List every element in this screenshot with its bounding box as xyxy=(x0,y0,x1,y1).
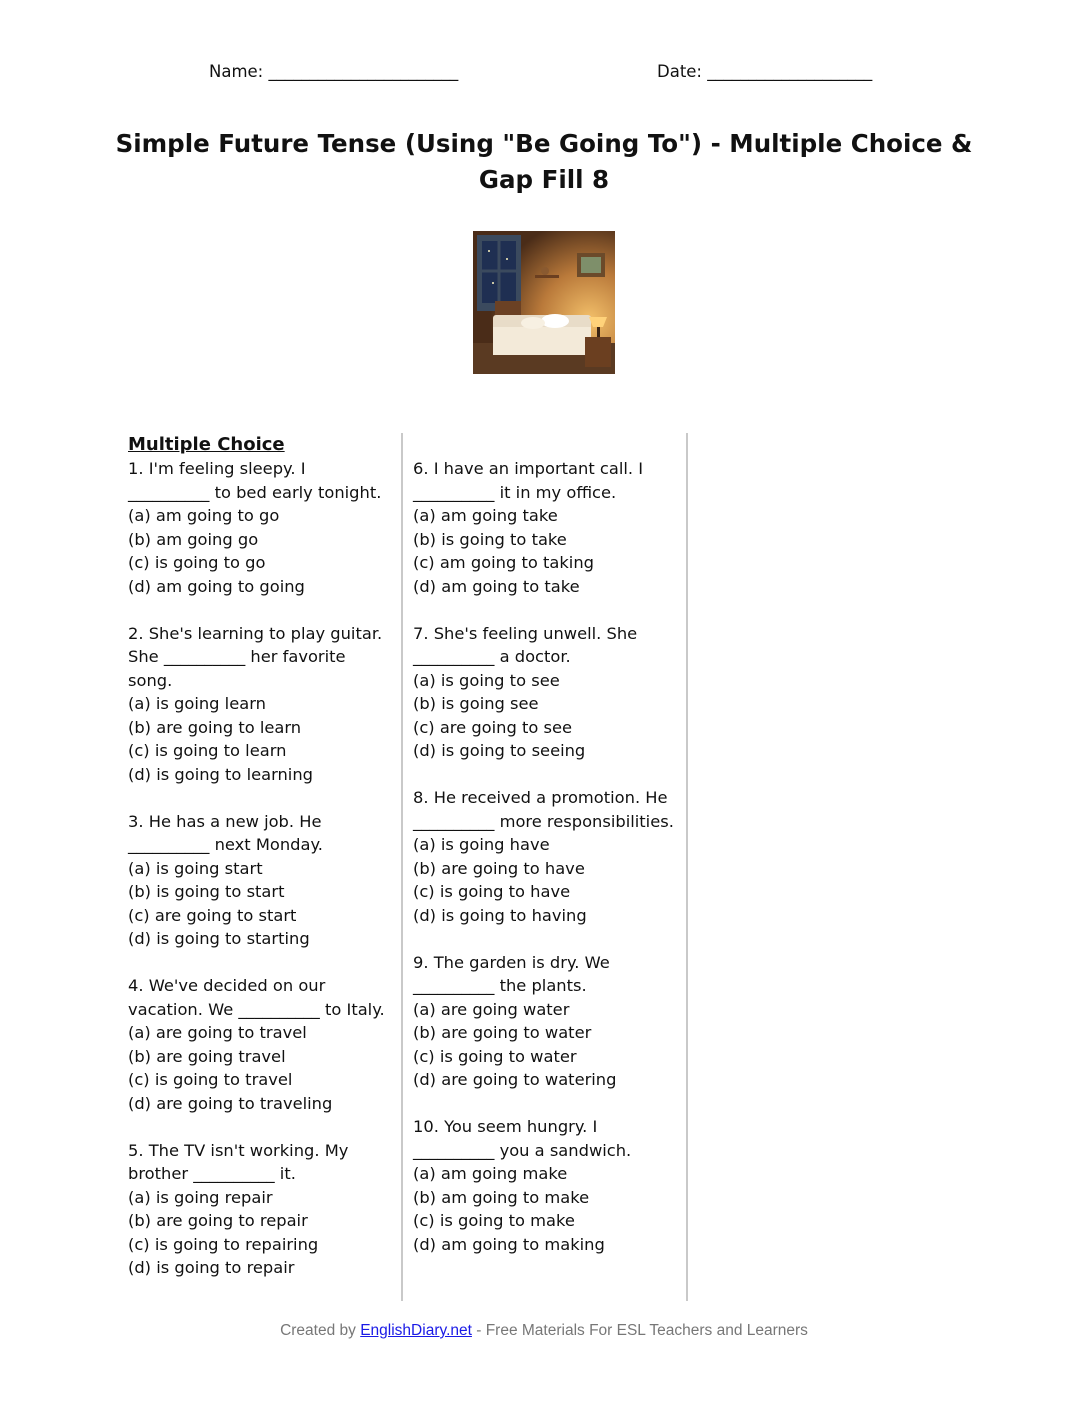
question-block xyxy=(413,786,675,927)
question-block xyxy=(128,457,390,598)
question-prompt: 1. I'm feeling sleepy. I __________ to bed early tonight. xyxy=(128,459,382,502)
answer-option: (b) is going see xyxy=(413,694,539,713)
question-block xyxy=(413,622,675,763)
answer-option: (c) is going to learn xyxy=(128,741,287,760)
answer-option: (b) are going to repair xyxy=(128,1211,308,1230)
name-field-line: Name: _______________________ xyxy=(209,62,459,81)
answer-option: (a) is going start xyxy=(128,858,263,878)
answer-option: (c) am going to taking xyxy=(413,553,594,572)
answer-option: (b) am going to make xyxy=(413,1187,590,1207)
answer-option: (c) is going to have xyxy=(413,882,571,901)
answer-option: (d) is going to repair xyxy=(128,1258,295,1277)
answer-option: (a) am going to go xyxy=(128,506,280,525)
column-divider xyxy=(401,433,403,1301)
question-prompt: 8. He received a promotion. He __________ more responsibilities. xyxy=(413,788,674,831)
answer-option: (a) is going learn xyxy=(128,694,266,713)
answer-option: (b) are going to learn xyxy=(128,717,302,737)
answer-option: (a) is going repair xyxy=(128,1187,273,1207)
answer-option: (a) am going make xyxy=(413,1164,568,1183)
answer-option: (a) are going water xyxy=(413,999,570,1019)
answer-option: (b) am going go xyxy=(128,529,259,549)
answer-option: (d) are going to watering xyxy=(413,1070,617,1089)
column-divider xyxy=(686,433,688,1301)
footer-suffix: - Free Materials For ESL Teachers and Learners xyxy=(471,1322,808,1339)
answer-option: (b) are going to water xyxy=(413,1023,592,1042)
question-prompt: 5. The TV isn't working. My brother __________ it. xyxy=(128,1140,349,1183)
question-prompt: 4. We've decided on our vacation. We __________ to Italy. xyxy=(128,976,385,1019)
bedroom-illustration xyxy=(473,231,615,374)
questions-column-left xyxy=(128,433,390,1301)
answer-option: (d) is going to seeing xyxy=(413,741,586,760)
question-prompt: 3. He has a new job. He __________ next Monday. xyxy=(128,811,323,854)
answer-option: (d) am going to making xyxy=(413,1234,605,1254)
answer-option: (d) is going to learning xyxy=(128,764,313,784)
answer-option: (d) is going to starting xyxy=(128,929,310,948)
question-block xyxy=(413,951,675,1092)
worksheet-title: Simple Future Tense (Using "Be Going To") - Multiple Choice & Gap Fill 8 xyxy=(115,129,973,194)
question-block xyxy=(128,810,390,951)
answer-option: (a) is going have xyxy=(413,835,550,854)
answer-option: (d) am going to take xyxy=(413,576,580,596)
answer-option: (b) is going to take xyxy=(413,529,567,549)
englishdiary-link[interactable]: EnglishDiary.net xyxy=(360,1322,472,1339)
answer-option: (a) are going to travel xyxy=(128,1023,307,1042)
answer-option: (c) is going to make xyxy=(413,1211,575,1230)
question-block xyxy=(413,1115,675,1256)
question-prompt: 7. She's feeling unwell. She __________ a doctor. xyxy=(413,623,638,666)
question-prompt: 10. You seem hungry. I __________ you a sandwich. xyxy=(413,1117,632,1160)
answer-option: (c) are going to start xyxy=(128,905,297,925)
answer-option: (a) is going to see xyxy=(413,670,560,690)
question-block xyxy=(413,457,675,598)
answer-option: (d) am going to going xyxy=(128,576,305,596)
answer-option: (b) is going to start xyxy=(128,882,285,901)
answer-option: (c) is going to travel xyxy=(128,1070,293,1089)
question-prompt: 6. I have an important call. I __________ it in my office. xyxy=(413,459,644,502)
section-heading: Multiple Choice xyxy=(128,434,285,455)
question-block xyxy=(128,1139,390,1280)
answer-option: (d) are going to traveling xyxy=(128,1093,333,1113)
answer-option: (a) am going take xyxy=(413,506,558,525)
question-prompt: 2. She's learning to play guitar. She __________ her favorite song. xyxy=(128,623,383,690)
answer-option: (c) is going to go xyxy=(128,553,266,572)
footer-credit xyxy=(0,1322,1088,1340)
footer-prefix: Created by xyxy=(280,1322,361,1339)
questions-column-right xyxy=(413,433,675,1301)
answer-option: (b) are going travel xyxy=(128,1046,286,1066)
answer-option: (b) are going to have xyxy=(413,858,585,878)
answer-option: (c) is going to repairing xyxy=(128,1234,319,1254)
date-field-line: Date: ____________________ xyxy=(657,62,873,81)
question-prompt: 9. The garden is dry. We __________ the plants. xyxy=(413,952,610,995)
question-block xyxy=(128,622,390,787)
answer-option: (c) are going to see xyxy=(413,717,573,737)
answer-option: (d) is going to having xyxy=(413,905,587,925)
question-block xyxy=(128,974,390,1115)
answer-option: (c) is going to water xyxy=(413,1046,577,1066)
